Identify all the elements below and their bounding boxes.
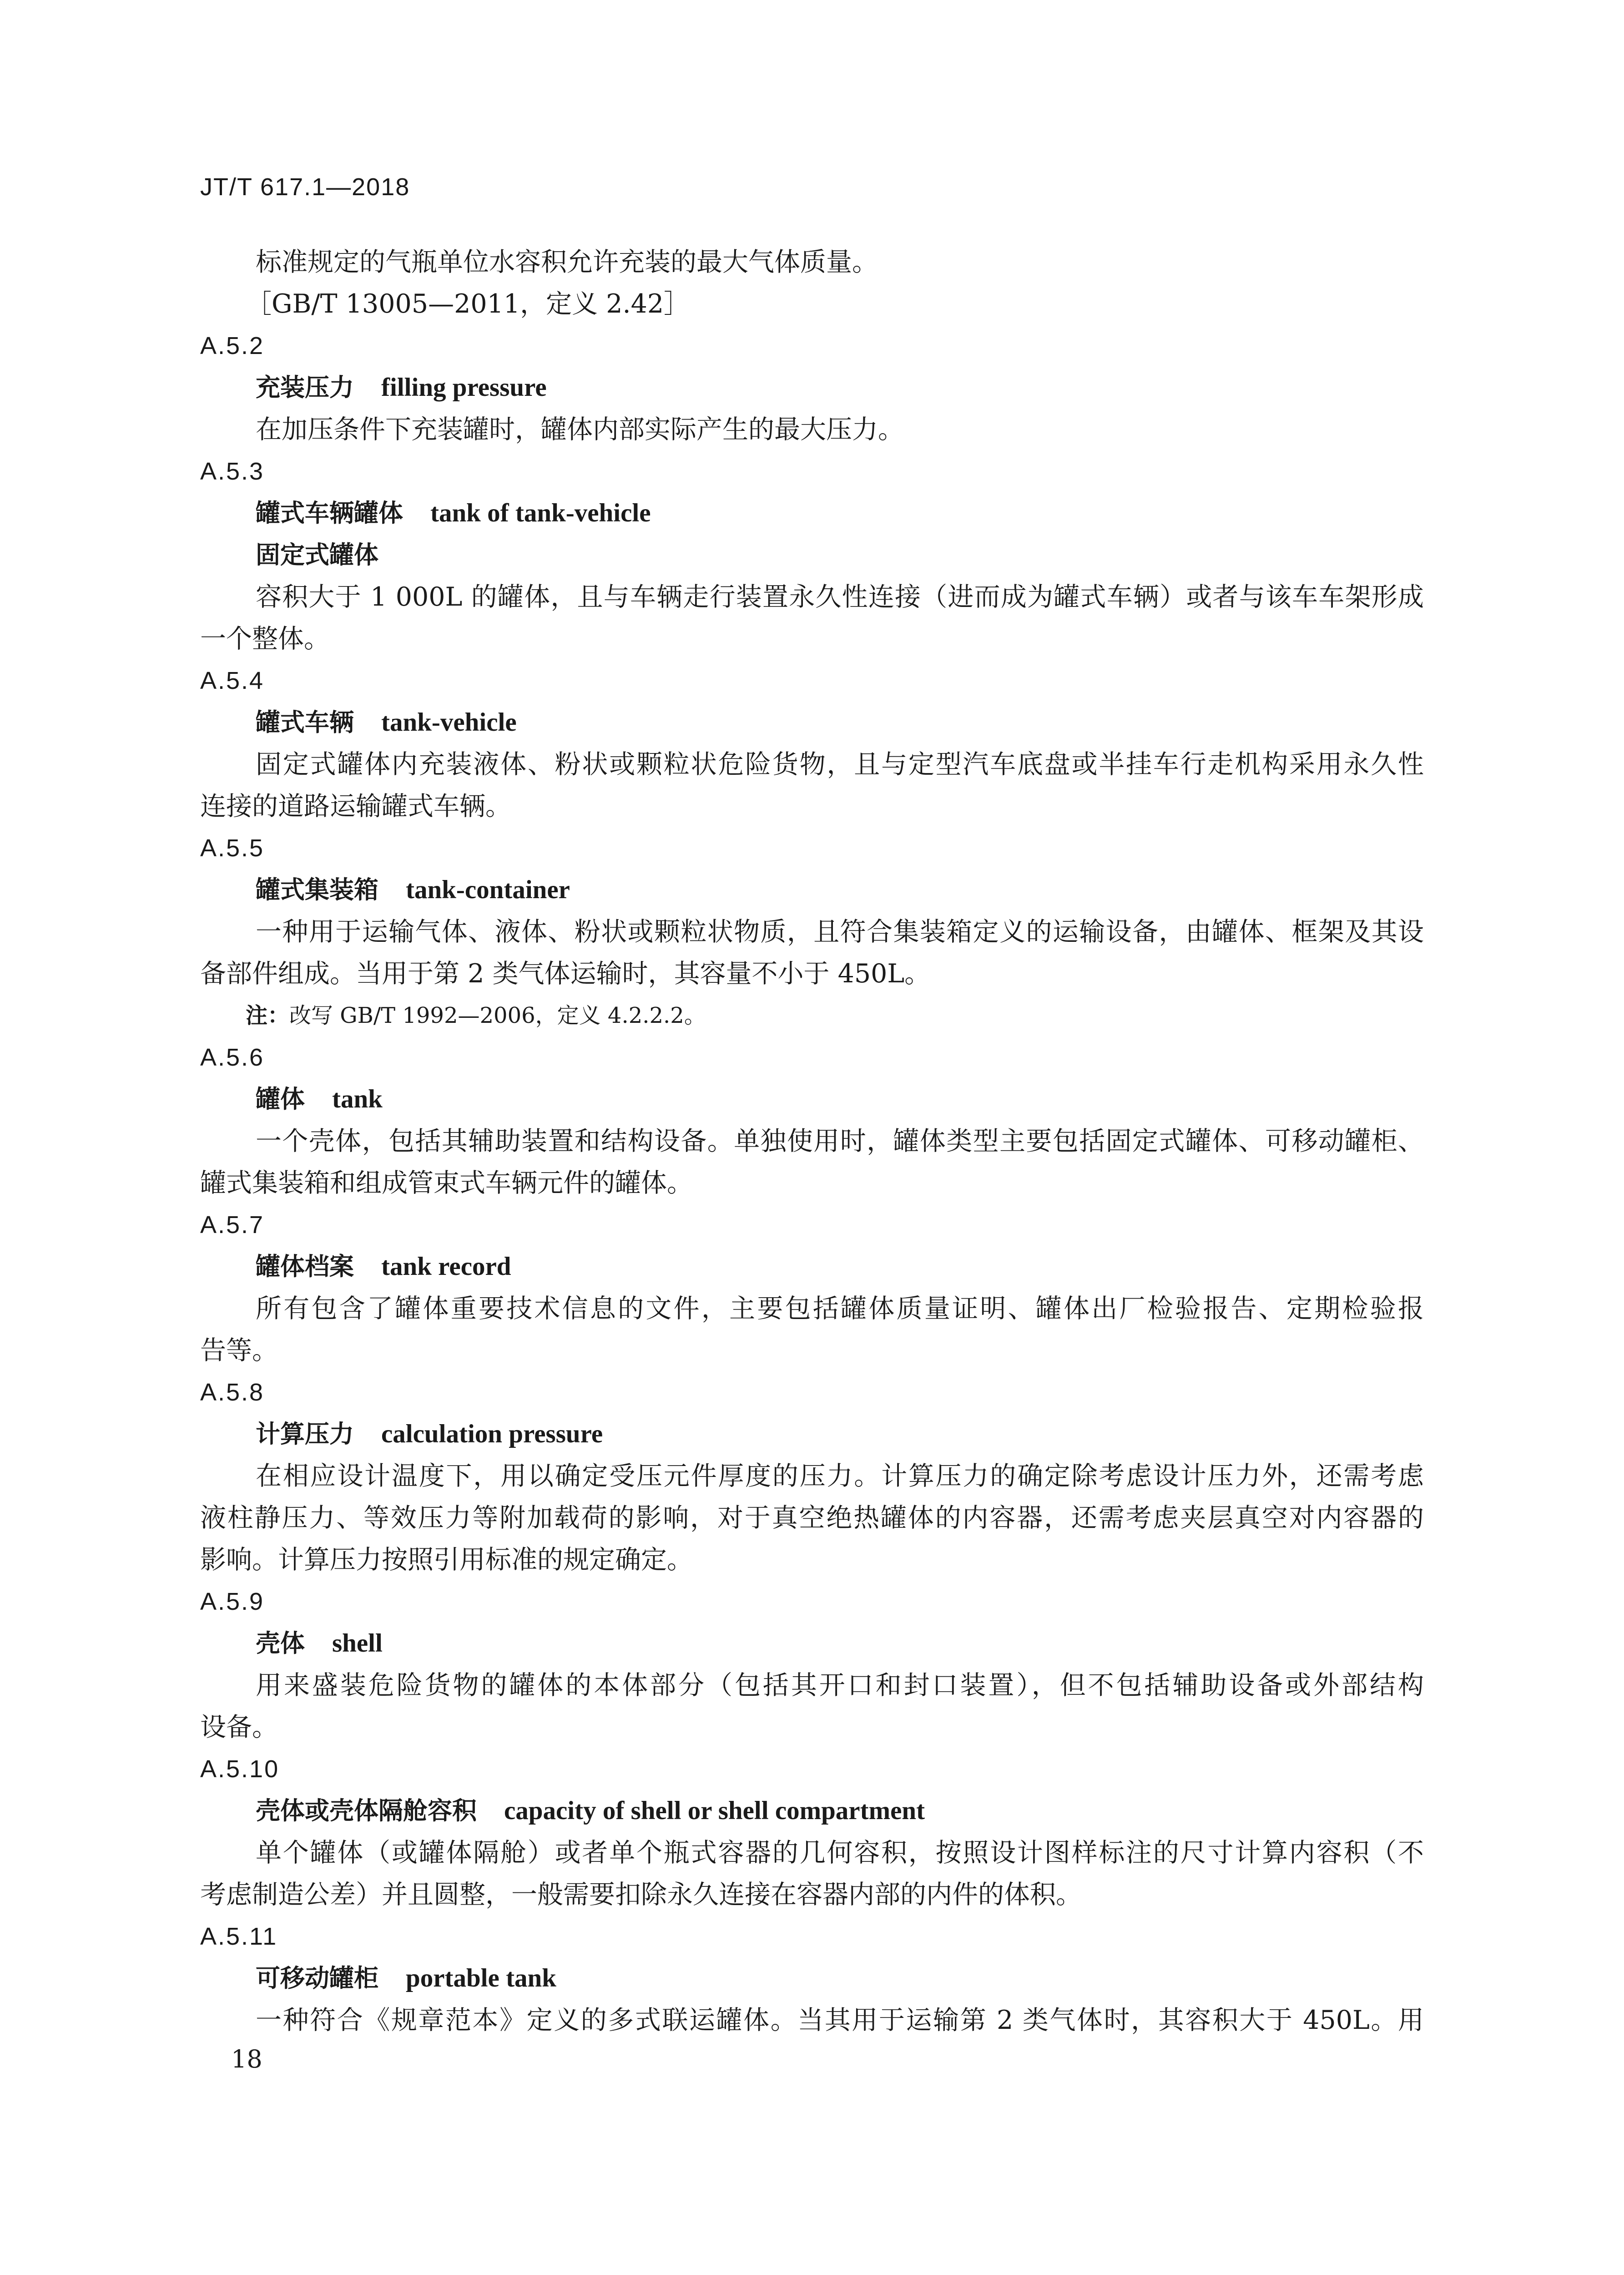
document-code-header: JT/T 617.1—2018 [200, 173, 410, 201]
definition-line: 用来盛装危险货物的罐体的本体部分（包括其开口和封口装置），但不包括辅助设备或外部结构 [256, 1670, 1424, 1700]
term-english: calculation pressure [381, 1420, 603, 1448]
note-line [200, 995, 1424, 1036]
definition-line: 设备。 [200, 1712, 278, 1742]
page-number: 18 [231, 2045, 262, 2073]
note-label: 注： [246, 1003, 290, 1028]
term-synonym: 固定式罐体 [256, 541, 378, 569]
term-chinese: 计算压力 [256, 1420, 354, 1448]
term-english: tank [332, 1085, 383, 1113]
term-heading [200, 492, 1424, 534]
term-heading [200, 1246, 1424, 1288]
term-heading [200, 367, 1424, 409]
definition-line: 一个整体。 [200, 624, 330, 654]
definition-line: 一种符合《规章范本》定义的多式联运罐体。当其用于运输第 2 类气体时，其容积大于 450L。用 [256, 2005, 1424, 2035]
paragraph-line: 标准规定的气瓶单位水容积允许充装的最大气体质量。 [256, 247, 878, 277]
definition-line: 告等。 [200, 1335, 278, 1365]
term-heading [200, 1623, 1424, 1664]
note-text: 改写 GB/T 1992—2006，定义 4.2.2.2。 [289, 1003, 706, 1028]
reference-citation: ［GB/T 13005—2011，定义 2.42］ [246, 289, 690, 319]
term-chinese: 充装压力 [256, 373, 354, 402]
clause-number: A.5.11 [200, 1923, 278, 1950]
definition-line: 单个罐体（或罐体隔舱）或者单个瓶式容器的几何容积，按照设计图样标注的尺寸计算内容积（不 [256, 1838, 1424, 1868]
term-chinese: 罐式车辆罐体 [256, 499, 403, 527]
term-heading [200, 1957, 1424, 1999]
definition-line: 罐式集装箱和组成管束式车辆元件的罐体。 [200, 1168, 693, 1198]
term-chinese: 壳体或壳体隔舱容积 [256, 1796, 477, 1825]
term-chinese: 罐式车辆 [256, 708, 354, 737]
definition-line: 所有包含了罐体重要技术信息的文件，主要包括罐体质量证明、罐体出厂检验报告、定期检验报 [256, 1294, 1424, 1324]
clause-number: A.5.5 [200, 834, 265, 862]
clause-number: A.5.4 [200, 667, 265, 694]
definition-line: 连接的道路运输罐式车辆。 [200, 791, 511, 821]
clause-number: A.5.2 [200, 332, 265, 359]
term-heading [200, 1078, 1424, 1120]
term-heading [200, 702, 1424, 743]
term-chinese: 罐体档案 [256, 1252, 354, 1281]
term-heading [200, 869, 1424, 911]
definition-line: 容积大于 1 000L 的罐体，且与车辆走行装置永久性连接（进而成为罐式车辆）或者与该车车架形成 [256, 582, 1424, 612]
clause-number: A.5.6 [200, 1044, 265, 1071]
term-chinese: 罐式集装箱 [256, 875, 378, 904]
term-chinese: 罐体 [256, 1085, 305, 1113]
definition-line: 液柱静压力、等效压力等附加载荷的影响，对于真空绝热罐体的内容器，还需考虑夹层真空对内容器的 [200, 1503, 1424, 1533]
clause-number: A.5.3 [200, 458, 265, 485]
page-content [200, 241, 1424, 2041]
definition-line: 在加压条件下充装罐时，罐体内部实际产生的最大压力。 [256, 415, 904, 445]
definition-line: 固定式罐体内充装液体、粉状或颗粒状危险货物，且与定型汽车底盘或半挂车行走机构采用永久性 [256, 749, 1424, 779]
term-chinese: 壳体 [256, 1629, 305, 1658]
term-english: tank-container [406, 875, 570, 904]
term-english: tank of tank-vehicle [430, 499, 651, 527]
term-english: capacity of shell or shell compartment [504, 1796, 925, 1825]
definition-line: 备部件组成。当用于第 2 类气体运输时，其容量不小于 450L。 [200, 959, 931, 989]
definition-line: 影响。计算压力按照引用标准的规定确定。 [200, 1545, 693, 1575]
term-english: filling pressure [381, 373, 547, 402]
clause-number: A.5.8 [200, 1379, 265, 1406]
term-heading [200, 1413, 1424, 1455]
clause-number: A.5.9 [200, 1588, 265, 1615]
term-heading [200, 1790, 1424, 1832]
term-chinese: 可移动罐柜 [256, 1964, 378, 1992]
definition-line: 考虑制造公差）并且圆整，一般需要扣除永久连接在容器内部的内件的体积。 [200, 1880, 1082, 1910]
term-english: tank record [381, 1252, 511, 1281]
clause-number: A.5.7 [200, 1211, 265, 1239]
definition-line: 在相应设计温度下，用以确定受压元件厚度的压力。计算压力的确定除考虑设计压力外，还需考虑 [256, 1461, 1424, 1491]
term-english: portable tank [406, 1964, 556, 1992]
term-english: shell [332, 1629, 383, 1658]
definition-line: 一种用于运输气体、液体、粉状或颗粒状物质，且符合集装箱定义的运输设备，由罐体、框架及其设 [256, 917, 1424, 947]
definition-line: 一个壳体，包括其辅助装置和结构设备。单独使用时，罐体类型主要包括固定式罐体、可移动罐柜、 [256, 1126, 1424, 1156]
clause-number: A.5.10 [200, 1755, 280, 1783]
term-english: tank-vehicle [381, 708, 517, 737]
